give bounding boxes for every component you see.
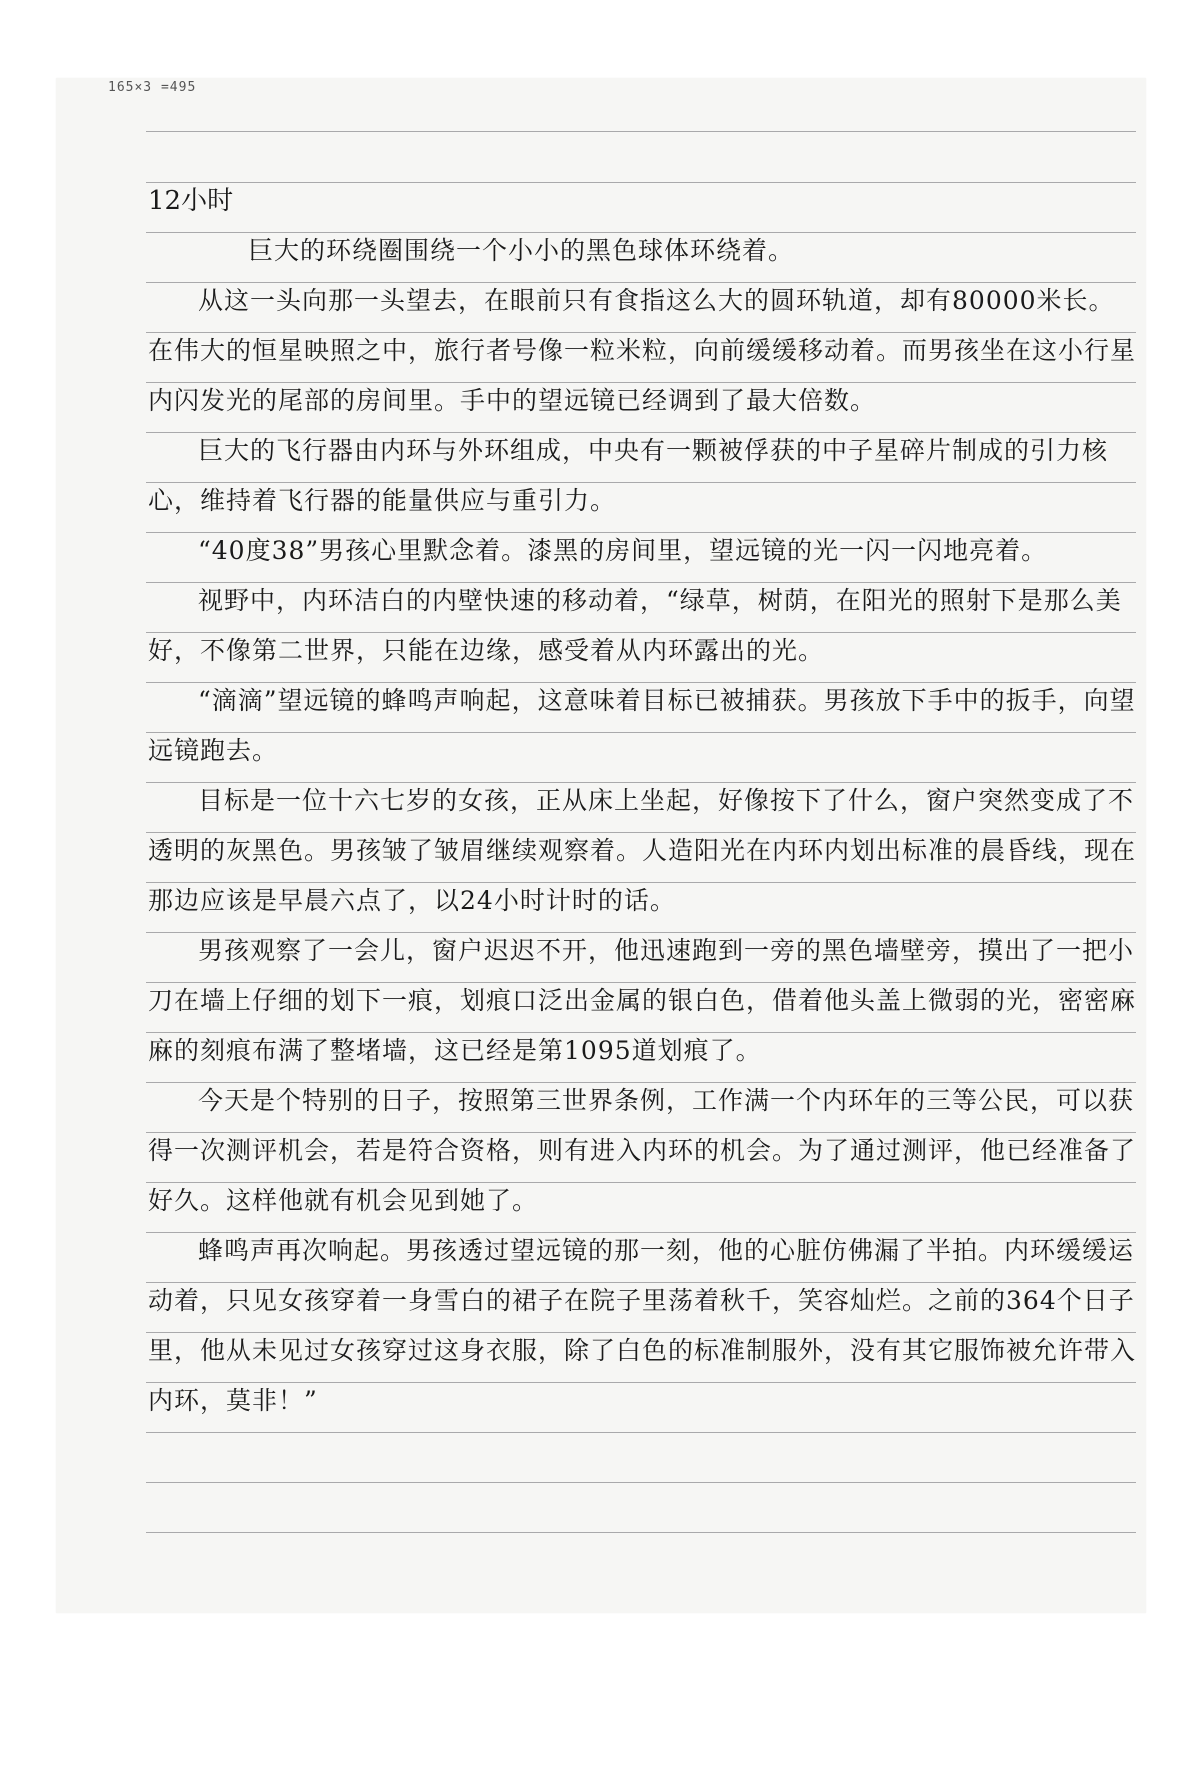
paragraph: 男孩观察了一会儿，窗户迟迟不开，他迅速跑到一旁的黑色墙壁旁，摸出了一把小刀在墙上仔细的划下一痕，划痕口泛出金属的银白色，借着他头盖上微弱的光，密密麻麻的刻痕布满了整堵墙，这已经是第1095道划痕了。 [148, 936, 1137, 1065]
notebook-page [56, 78, 1146, 1613]
paragraph: “滴滴”望远镜的蜂鸣声响起，这意味着目标已被捕获。男孩放下手中的扳手，向望远镜跑去。 [148, 686, 1136, 765]
paragraph: 今天是个特别的日子，按照第三世界条例，工作满一个内环年的三等公民，可以获得一次测评机会，若是符合资格，则有进入内环的机会。为了通过测评，他已经准备了好久。这样他就有机会见到她了。 [148, 1086, 1137, 1215]
paragraph: 目标是一位十六七岁的女孩，正从床上坐起，好像按下了什么，窗户突然变成了不透明的灰黑色。男孩皱了皱眉继续观察着。人造阳光在内环内划出标准的晨昏线，现在那边应该是早晨六点了，以24小时计时的话。 [148, 786, 1137, 915]
ruled-line [146, 1532, 1136, 1533]
corner-note: 165×3 =495 [108, 80, 197, 95]
paragraph: 视野中，内环洁白的内壁快速的移动着，“绿草，树荫，在阳光的照射下是那么美好，不像第二世界，只能在边缘，感受着从内环露出的光。 [148, 586, 1122, 665]
ruled-line [146, 1482, 1136, 1483]
page-title: 12小时 [148, 186, 234, 216]
handwritten-body [148, 226, 1138, 1426]
paragraph: 从这一头向那一头望去，在眼前只有食指这么大的圆环轨道，却有80000米长。在伟大的恒星映照之中，旅行者号像一粒米粒，向前缓缓移动着。而男孩坐在这小行星内闪发光的尾部的房间里。手中的望远镜已经调到了最大倍数。 [148, 286, 1137, 415]
paragraph: “40度38”男孩心里默念着。漆黑的房间里，望远镜的光一闪一闪地亮着。 [198, 536, 1048, 565]
paragraph: 蜂鸣声再次响起。男孩透过望远镜的那一刻，他的心脏仿佛漏了半拍。内环缓缓运动着，只见女孩穿着一身雪白的裙子在院子里荡着秋千，笑容灿烂。之前的364个日子里，他从未见过女孩穿过这身衣服，除了白色的标准制服外，没有其它服饰被允许带入内环，莫非！” [148, 1236, 1137, 1415]
paragraph: 巨大的飞行器由内环与外环组成，中央有一颗被俘获的中子星碎片制成的引力核心，维持着飞行器的能量供应与重引力。 [148, 436, 1109, 515]
ruled-line [146, 1432, 1136, 1433]
ruled-line [146, 182, 1136, 183]
ruled-line [146, 131, 1136, 132]
paragraph: 巨大的环绕圈围绕一个小小的黑色球体环绕着。 [248, 236, 795, 265]
